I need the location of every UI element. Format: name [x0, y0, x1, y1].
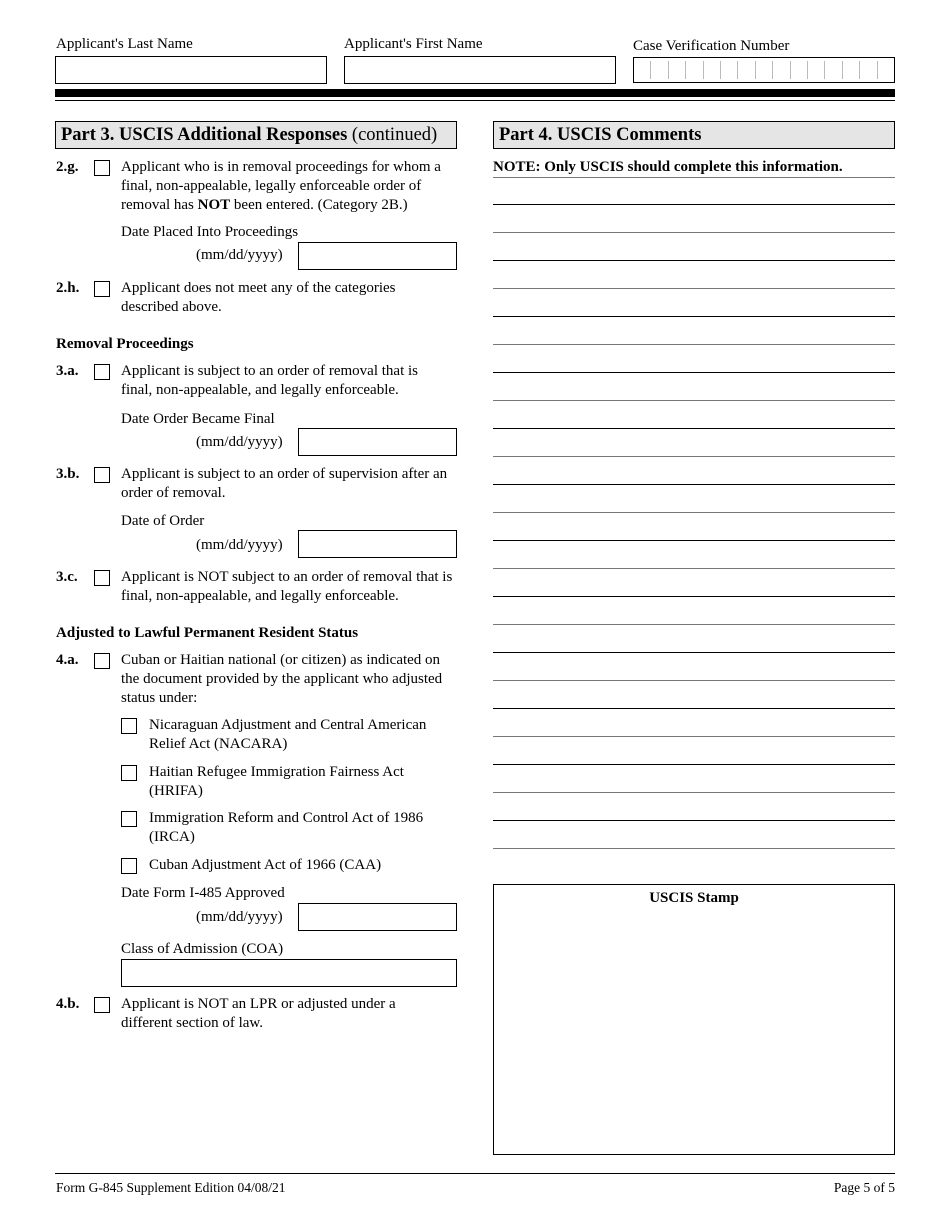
comment-line	[493, 344, 895, 345]
hrifa-label: Haitian Refugee Immigration Fairness Act (HRIFA)	[149, 764, 404, 799]
q4a-text: Cuban or Haitian national (or citizen) as indicated on the document provided by the applicant who adjusted status under:	[121, 652, 443, 706]
comment-line	[493, 428, 895, 429]
part3-title	[55, 121, 457, 149]
q3b-date-format: (mm/dd/yyyy)	[196, 537, 283, 553]
q3b-number: 3.b.	[56, 466, 80, 482]
q3b-text: Applicant is subject to an order of supervision after an order of removal.	[121, 466, 448, 501]
header-thin-rule	[55, 100, 895, 101]
part3-title-continued: (continued)	[347, 125, 438, 145]
last-name-field[interactable]	[55, 56, 327, 84]
q4b-checkbox[interactable]	[94, 997, 110, 1013]
comment-line	[493, 177, 895, 178]
comment-line	[493, 568, 895, 569]
first-name-field[interactable]	[344, 56, 616, 84]
header-thick-rule	[55, 89, 895, 97]
q2h-checkbox[interactable]	[94, 281, 110, 297]
q3b-checkbox[interactable]	[94, 467, 110, 483]
comment-line	[493, 232, 895, 233]
footer-form-edition: Form G-845 Supplement Edition 04/08/21	[56, 1180, 286, 1195]
part3-title-main: Part 3. USCIS Additional Responses	[61, 125, 348, 145]
comment-line	[493, 484, 895, 485]
comment-line	[493, 848, 895, 849]
q3a-date-format: (mm/dd/yyyy)	[196, 434, 283, 450]
q4b-text: Applicant is NOT an LPR or adjusted under a different section of law.	[121, 996, 396, 1031]
q2g-date-input[interactable]	[298, 242, 457, 270]
nacara-label: Nicaraguan Adjustment and Central American Relief Act (NACARA)	[149, 717, 427, 752]
case-number-label: Case Verification Number	[633, 38, 790, 54]
comment-line	[493, 652, 895, 653]
removal-proceedings-heading: Removal Proceedings	[56, 336, 194, 352]
q2g-text-part1: Applicant who is in removal proceedings for whom a final, non-appealable, legally enforceable order of removal has	[121, 159, 441, 213]
caa-checkbox[interactable]	[121, 858, 137, 874]
comment-line	[493, 260, 895, 261]
comment-line	[493, 624, 895, 625]
comment-line	[493, 204, 895, 205]
last-name-label: Applicant's Last Name	[56, 36, 193, 52]
q4a-date-format: (mm/dd/yyyy)	[196, 909, 283, 925]
q2h-number: 2.h.	[56, 280, 80, 296]
q4a-number: 4.a.	[56, 652, 79, 668]
q2g-date-format: (mm/dd/yyyy)	[196, 247, 283, 263]
coa-input[interactable]	[121, 959, 457, 987]
coa-label: Class of Admission (COA)	[121, 941, 284, 957]
comment-line	[493, 792, 895, 793]
comment-line	[493, 736, 895, 737]
irca-label: Immigration Reform and Control Act of 1986 (IRCA)	[149, 810, 424, 845]
q3a-date-input[interactable]	[298, 428, 457, 456]
q3a-text: Applicant is subject to an order of removal that is final, non-appealable, and legally enforceable.	[121, 363, 419, 398]
q4a-checkbox[interactable]	[94, 653, 110, 669]
q4b-number: 4.b.	[56, 996, 80, 1012]
comment-line	[493, 820, 895, 821]
comment-line	[493, 708, 895, 709]
q2g-text-part2: been entered. (Category 2B.)	[230, 197, 408, 213]
comment-line	[493, 316, 895, 317]
comment-line	[493, 680, 895, 681]
caa-label: Cuban Adjustment Act of 1966 (CAA)	[149, 857, 382, 873]
part4-title: Part 4. USCIS Comments	[493, 121, 895, 149]
q3a-date-label: Date Order Became Final	[121, 411, 275, 427]
comment-line	[493, 512, 895, 513]
comment-line	[493, 400, 895, 401]
footer-page-number: Page 5 of 5	[833, 1180, 895, 1195]
comment-line	[493, 764, 895, 765]
comment-line	[493, 372, 895, 373]
q3c-checkbox[interactable]	[94, 570, 110, 586]
comment-line	[493, 288, 895, 289]
irca-checkbox[interactable]	[121, 811, 137, 827]
hrifa-checkbox[interactable]	[121, 765, 137, 781]
q2h-text: Applicant does not meet any of the categories described above.	[121, 280, 396, 315]
q3a-checkbox[interactable]	[94, 364, 110, 380]
comment-line	[493, 540, 895, 541]
q4a-date-input[interactable]	[298, 903, 457, 931]
uscis-stamp-box	[493, 884, 895, 1155]
q2g-checkbox[interactable]	[94, 160, 110, 176]
footer-rule	[55, 1173, 895, 1174]
q4a-date-label: Date Form I-485 Approved	[121, 885, 285, 901]
q2g-text-not: NOT	[197, 197, 231, 213]
q3b-date-label: Date of Order	[121, 513, 205, 529]
q3b-date-input[interactable]	[298, 530, 457, 558]
q2g-number: 2.g.	[56, 159, 79, 175]
case-number-field[interactable]	[633, 57, 895, 83]
q2g-text	[121, 158, 459, 215]
first-name-label: Applicant's First Name	[344, 36, 483, 52]
q3a-number: 3.a.	[56, 363, 79, 379]
nacara-checkbox[interactable]	[121, 718, 137, 734]
q3c-text: Applicant is NOT subject to an order of removal that is final, non-appealable, and legally enforceable.	[121, 569, 453, 604]
uscis-stamp-label: USCIS Stamp	[649, 890, 739, 906]
part4-note: NOTE: Only USCIS should complete this information.	[493, 159, 843, 175]
lpr-status-heading: Adjusted to Lawful Permanent Resident Status	[56, 625, 359, 641]
q3c-number: 3.c.	[56, 569, 78, 585]
q2g-date-label: Date Placed Into Proceedings	[121, 224, 299, 240]
comment-line	[493, 596, 895, 597]
comment-line	[493, 456, 895, 457]
